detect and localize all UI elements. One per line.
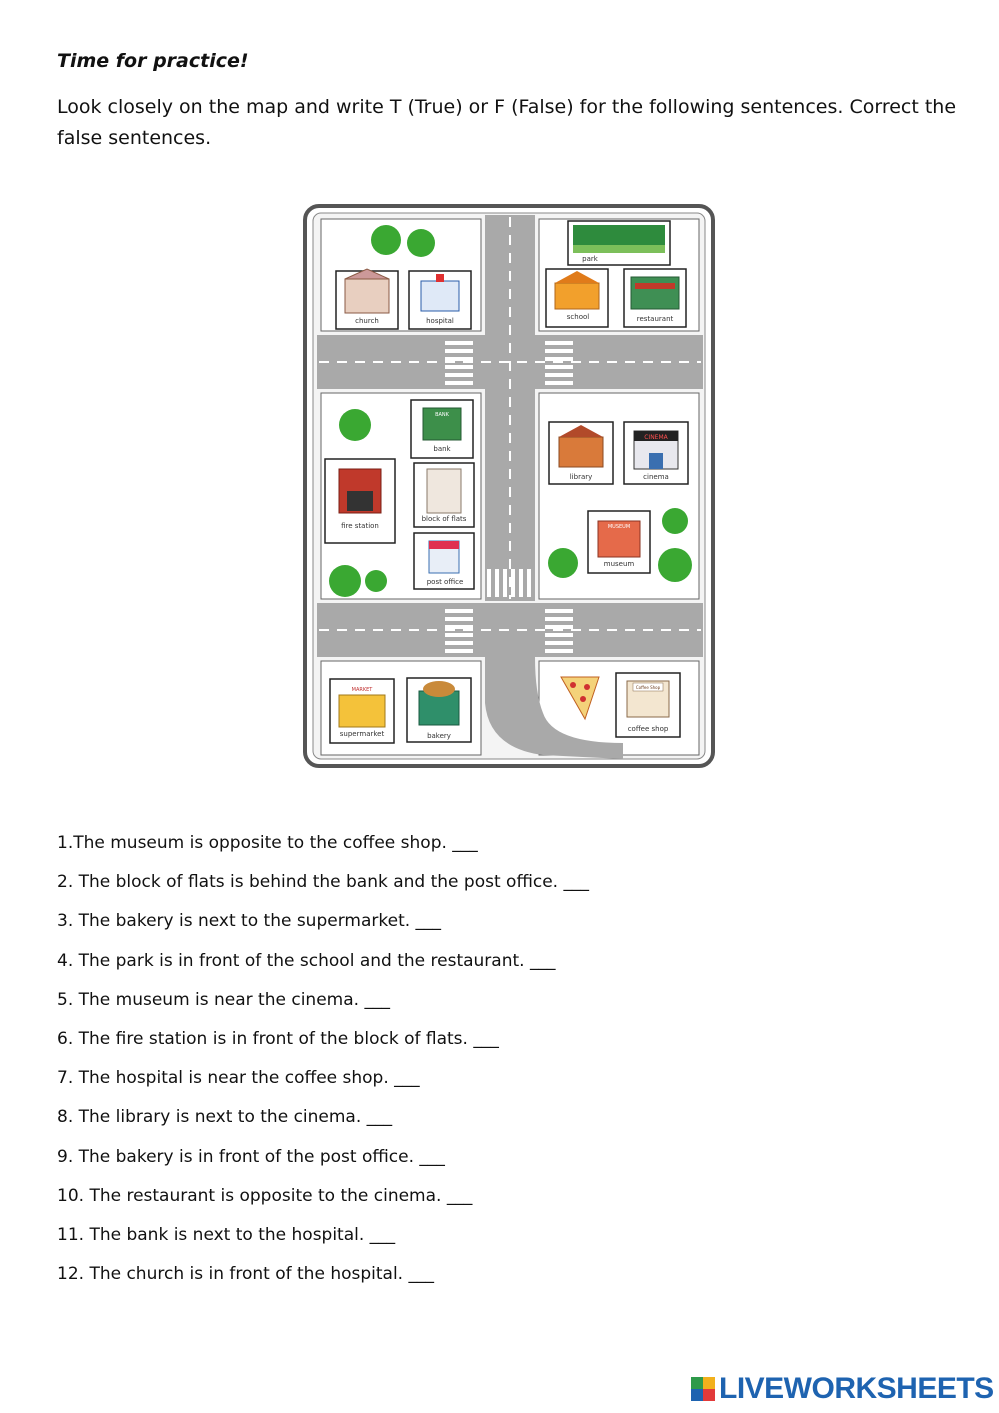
bank-label: bank [433, 445, 451, 453]
liveworksheets-logo [691, 1372, 994, 1406]
question-item: 5. The museum is near the cinema. ___ [57, 989, 390, 1010]
question-item: 9. The bakery is in front of the post office. ___ [57, 1146, 445, 1167]
supermarket-sign: MARKET [351, 687, 373, 693]
church-label: church [355, 317, 379, 325]
hospital-label: hospital [426, 317, 454, 325]
library-icon [549, 422, 613, 484]
question-item: 10. The restaurant is opposite to the cinema. ___ [57, 1185, 473, 1206]
question-list [57, 832, 589, 1302]
question-item: 11. The bank is next to the hospital. ___ [57, 1224, 396, 1245]
coffee-shop-icon [616, 673, 680, 737]
block-of-flats-label: block of flats [421, 515, 467, 523]
question-item: 4. The park is in front of the school and the restaurant. ___ [57, 950, 556, 971]
restaurant-icon [624, 269, 686, 327]
question-item: 3. The bakery is next to the supermarket. ___ [57, 911, 442, 932]
coffee-shop-sign: Coffee Shop [635, 685, 661, 690]
logo-icon [691, 1377, 715, 1401]
museum-icon [588, 511, 650, 573]
school-icon [546, 269, 608, 327]
bakery-label: bakery [427, 732, 451, 740]
post-office-icon [414, 533, 474, 589]
library-label: library [569, 473, 593, 481]
cinema-sign: CINEMA [644, 434, 668, 441]
park-icon [568, 221, 670, 265]
question-item: 1.The museum is opposite to the coffee shop. ___ [57, 833, 478, 853]
museum-sign: MUSEUM [607, 524, 631, 530]
restaurant-label: restaurant [636, 315, 674, 323]
bank-icon [411, 400, 473, 458]
instructions: Look closely on the map and write T (True) or F (False) for the following sentences. Correct the false sentences. [57, 96, 957, 149]
museum-label: museum [603, 560, 635, 568]
bakery-icon [407, 678, 471, 742]
question-item: 12. The church is in front of the hospital. ___ [57, 1264, 434, 1285]
coffee-shop-label: coffee shop [627, 725, 669, 733]
question-item: 7. The hospital is near the coffee shop. ___ [57, 1068, 420, 1089]
supermarket-icon [330, 679, 394, 743]
question-item: 2. The block of flats is behind the bank and the post office. ___ [57, 872, 589, 893]
logo-text: LIVEWORKSHEETS [719, 1372, 994, 1405]
cinema-icon [624, 422, 688, 484]
park-label: park [582, 255, 598, 263]
block-of-flats-icon [414, 463, 474, 527]
school-label: school [566, 313, 590, 321]
supermarket-label: supermarket [339, 730, 385, 738]
cinema-label: cinema [643, 473, 669, 481]
question-item: 8. The library is next to the cinema. ___ [57, 1107, 393, 1128]
post-office-label: post office [426, 578, 464, 586]
town-map [303, 203, 715, 769]
page-title: Time for practice! [57, 50, 249, 72]
question-item: 6. The fire station is in front of the block of flats. ___ [57, 1028, 499, 1049]
hospital-icon [409, 271, 471, 329]
bank-sign: BANK [435, 412, 449, 418]
church-icon [336, 269, 398, 329]
fire-station-label: fire station [341, 522, 379, 530]
fire-station-icon [325, 459, 395, 543]
